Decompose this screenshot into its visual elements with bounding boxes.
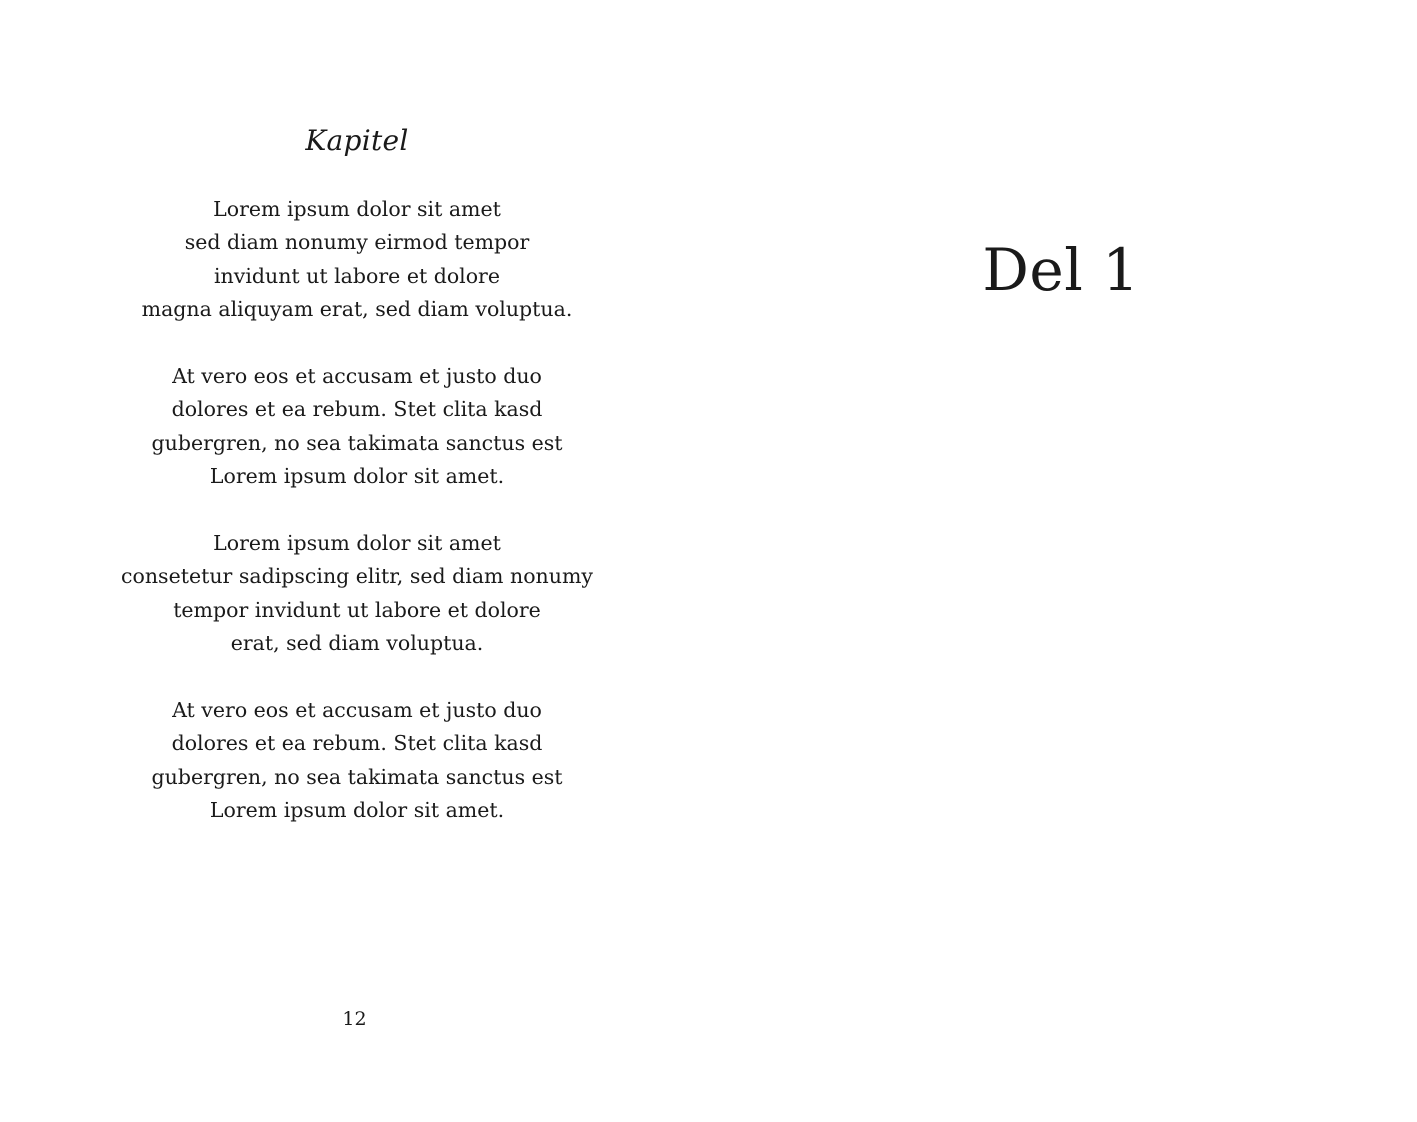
chapter-title: Kapitel [305, 124, 409, 157]
verse-line: invidunt ut labore et dolore [213, 263, 500, 288]
verse-line: At vero eos et accusam et justo duo [172, 364, 542, 389]
verse-line: Lorem ipsum dolor sit amet. [209, 464, 505, 489]
verse-line: Lorem ipsum dolor sit amet [213, 531, 501, 556]
verse-line: dolores et ea rebum. Stet clita kasd [171, 731, 543, 756]
verse-line: Lorem ipsum dolor sit amet [213, 197, 501, 221]
poem [0, 193, 714, 828]
page-number: 12 [342, 1008, 367, 1030]
verse-line: gubergren, no sea takimata sanctus est [151, 764, 563, 789]
verse-line: sed diam nonumy eirmod tempor [184, 230, 530, 255]
verse-line: Lorem ipsum dolor sit amet. [209, 798, 505, 823]
stanza-1 [0, 193, 714, 327]
part-title: Del 1 [982, 236, 1140, 304]
stanza-2 [0, 360, 714, 494]
verse-line: dolores et ea rebum. Stet clita kasd [171, 397, 543, 422]
verse-line: At vero eos et accusam et justo duo [172, 698, 542, 723]
verse-line: erat, sed diam voluptua. [230, 631, 484, 656]
verse-line: consetetur sadipscing elitr, sed diam nonumy [121, 564, 593, 589]
verse-line: magna aliquyam erat, sed diam voluptua. [141, 297, 573, 322]
verse-line: gubergren, no sea takimata sanctus est [151, 430, 563, 455]
stanza-3 [0, 527, 714, 661]
right-page [709, 0, 1417, 1122]
stanza-4 [0, 694, 714, 828]
verse-line: tempor invidunt ut labore et dolore [173, 597, 541, 622]
